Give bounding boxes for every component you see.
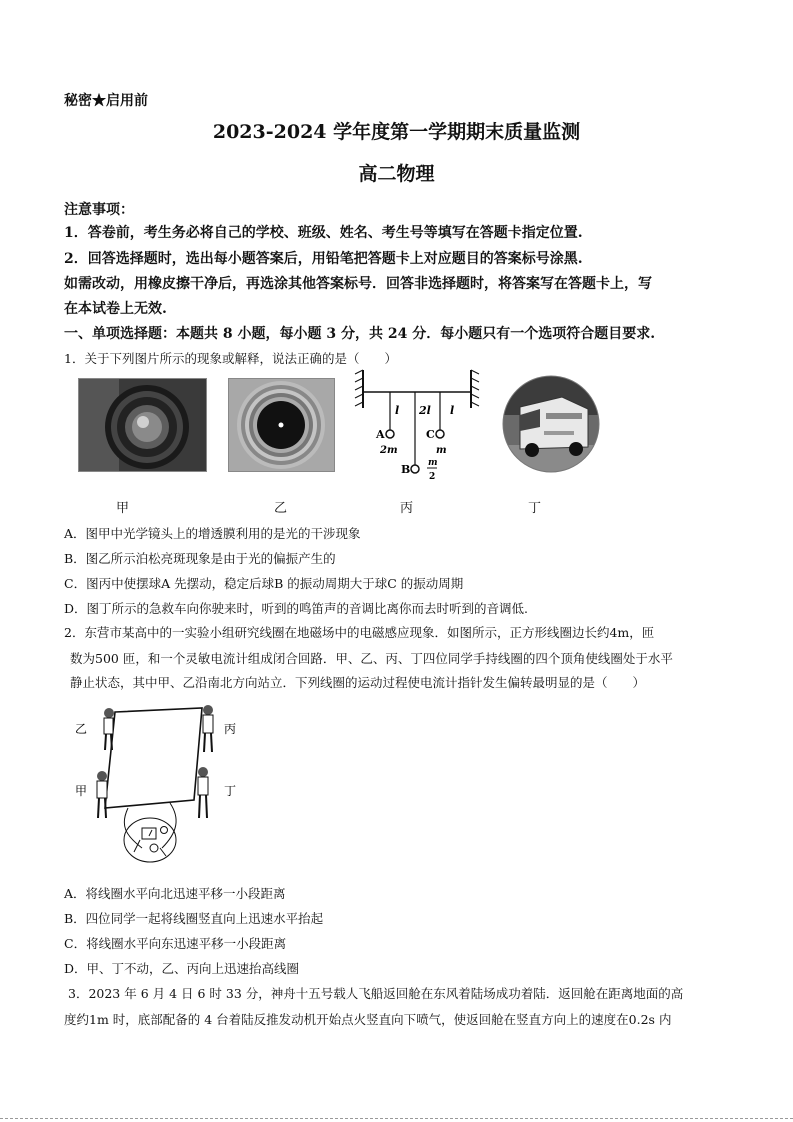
ambulance-photo — [502, 375, 600, 473]
bob-b — [411, 465, 419, 473]
caption-bing: 丙 — [400, 501, 414, 516]
mass-label-a: 2m — [380, 445, 398, 456]
length-label-c: l — [450, 404, 455, 417]
pendulum-diagram — [350, 368, 480, 490]
note-item-2-cont: 如需改动，用橡皮擦干净后，再选涂其他答案标号．回答非选择题时，将答案写在答题卡上，写 — [64, 276, 652, 292]
q2-option-d: D．甲、丁不动，乙、丙向上迅速抬高线圈 — [64, 961, 300, 976]
q1-option-a: A．图甲中光学镜头上的增透膜利用的是光的干涉现象 — [64, 526, 361, 541]
q1-option-d: D．图丁所示的急救车向你驶来时，听到的鸣笛声的音调比离你而去时听到的音调低. — [64, 601, 528, 616]
mass-label-b-den: 2 — [429, 472, 436, 482]
label-jia: 甲 — [75, 784, 88, 798]
note-item-2: 2．回答选择题时，选出每小题答案后，用铅笔把答题卡上对应题目的答案标号涂黑. — [64, 251, 583, 267]
label-yi: 乙 — [75, 722, 88, 736]
camera-lens-photo — [78, 378, 207, 472]
loop-wire — [124, 818, 176, 862]
length-label-a: l — [395, 404, 400, 417]
page-bottom-border — [0, 1118, 793, 1120]
question-2-stem-1: 2．东营市某高中的一实验小组研究线圈在地磁场中的电磁感应现象．如图所示，正方形线圈边长约4m，匝 — [64, 625, 655, 640]
mass-label-c: m — [436, 445, 447, 456]
question-3-stem-2: 度约1m 时，底部配备的 4 台着陆反推发动机开始点火竖直向下喷气，使返回舱在竖直方向上的速度在0.2s 内 — [64, 1012, 672, 1027]
q2-option-c: C．将线圈水平向东迅速平移一小段距离 — [64, 936, 287, 951]
confidential-mark: 秘密★启用前 — [64, 93, 148, 109]
question-2-stem-3: 静止状态，其中甲、乙沿南北方向站立．下列线圈的运动过程使电流计指针发生偏转最明显的是（ ） — [70, 675, 646, 690]
student-ding — [198, 767, 208, 777]
mass-label-b-num: m — [428, 458, 438, 468]
galvanometer — [142, 828, 156, 839]
notes-heading: 注意事项： — [64, 202, 134, 218]
q1-option-c: C．图丙中使摆球A 先摆动，稳定后球B 的振动周期大于球C 的振动周期 — [64, 576, 464, 591]
caption-yi: 乙 — [274, 501, 288, 516]
note-item-1: 1．答卷前，考生务必将自己的学校、班级、姓名、考生号等填写在答题卡指定位置. — [64, 225, 583, 241]
q2-option-b: B．四位同学一起将线圈竖直向上迅速水平抬起 — [64, 911, 324, 926]
bob-c — [436, 430, 444, 438]
bob-a — [386, 430, 394, 438]
question-3-stem-1: 3．2023 年 6 月 4 日 6 时 33 分，神舟十五号载人飞船返回舱在东风着陆场成功着陆．返回舱在距离地面的高 — [68, 986, 684, 1001]
student-bing — [203, 705, 213, 715]
bob-label-a: A — [376, 428, 385, 441]
caption-ding: 丁 — [528, 501, 542, 516]
bob-label-b: B — [401, 463, 411, 476]
label-ding: 丁 — [224, 784, 237, 798]
bob-label-c: C — [426, 428, 435, 441]
q1-option-b: B．图乙所示泊松亮斑现象是由于光的偏振产生的 — [64, 551, 336, 566]
exam-title: 2023-2024 学年度第一学期期末质量监测 — [212, 121, 581, 143]
question-2-stem-2: 数为500 匝，和一个灵敏电流计组成闭合回路．甲、乙、丙、丁四位同学手持线圈的四个顶角使线圈处于水平 — [70, 651, 673, 666]
note-item-2-end: 在本试卷上无效. — [64, 301, 167, 317]
student-jia — [97, 771, 107, 781]
poisson-spot-photo — [228, 378, 335, 472]
question-1-stem: 1．关于下列图片所示的现象或解释，说法正确的是（ ） — [64, 351, 397, 366]
caption-jia: 甲 — [116, 501, 130, 516]
length-label-b: 2l — [419, 404, 431, 417]
coil-diagram — [70, 700, 250, 865]
label-bing: 丙 — [224, 722, 237, 736]
pendulum-svg — [350, 368, 480, 490]
student-yi — [104, 708, 114, 718]
q2-option-a: A．将线圈水平向北迅速平移一小段距离 — [64, 886, 286, 901]
exam-subject: 高二物理 — [358, 163, 435, 185]
coil-loop — [105, 708, 202, 808]
section-heading: 一、单项选择题：本题共 8 小题，每小题 3 分，共 24 分．每小题只有一个选项符合题目要求. — [64, 326, 656, 342]
